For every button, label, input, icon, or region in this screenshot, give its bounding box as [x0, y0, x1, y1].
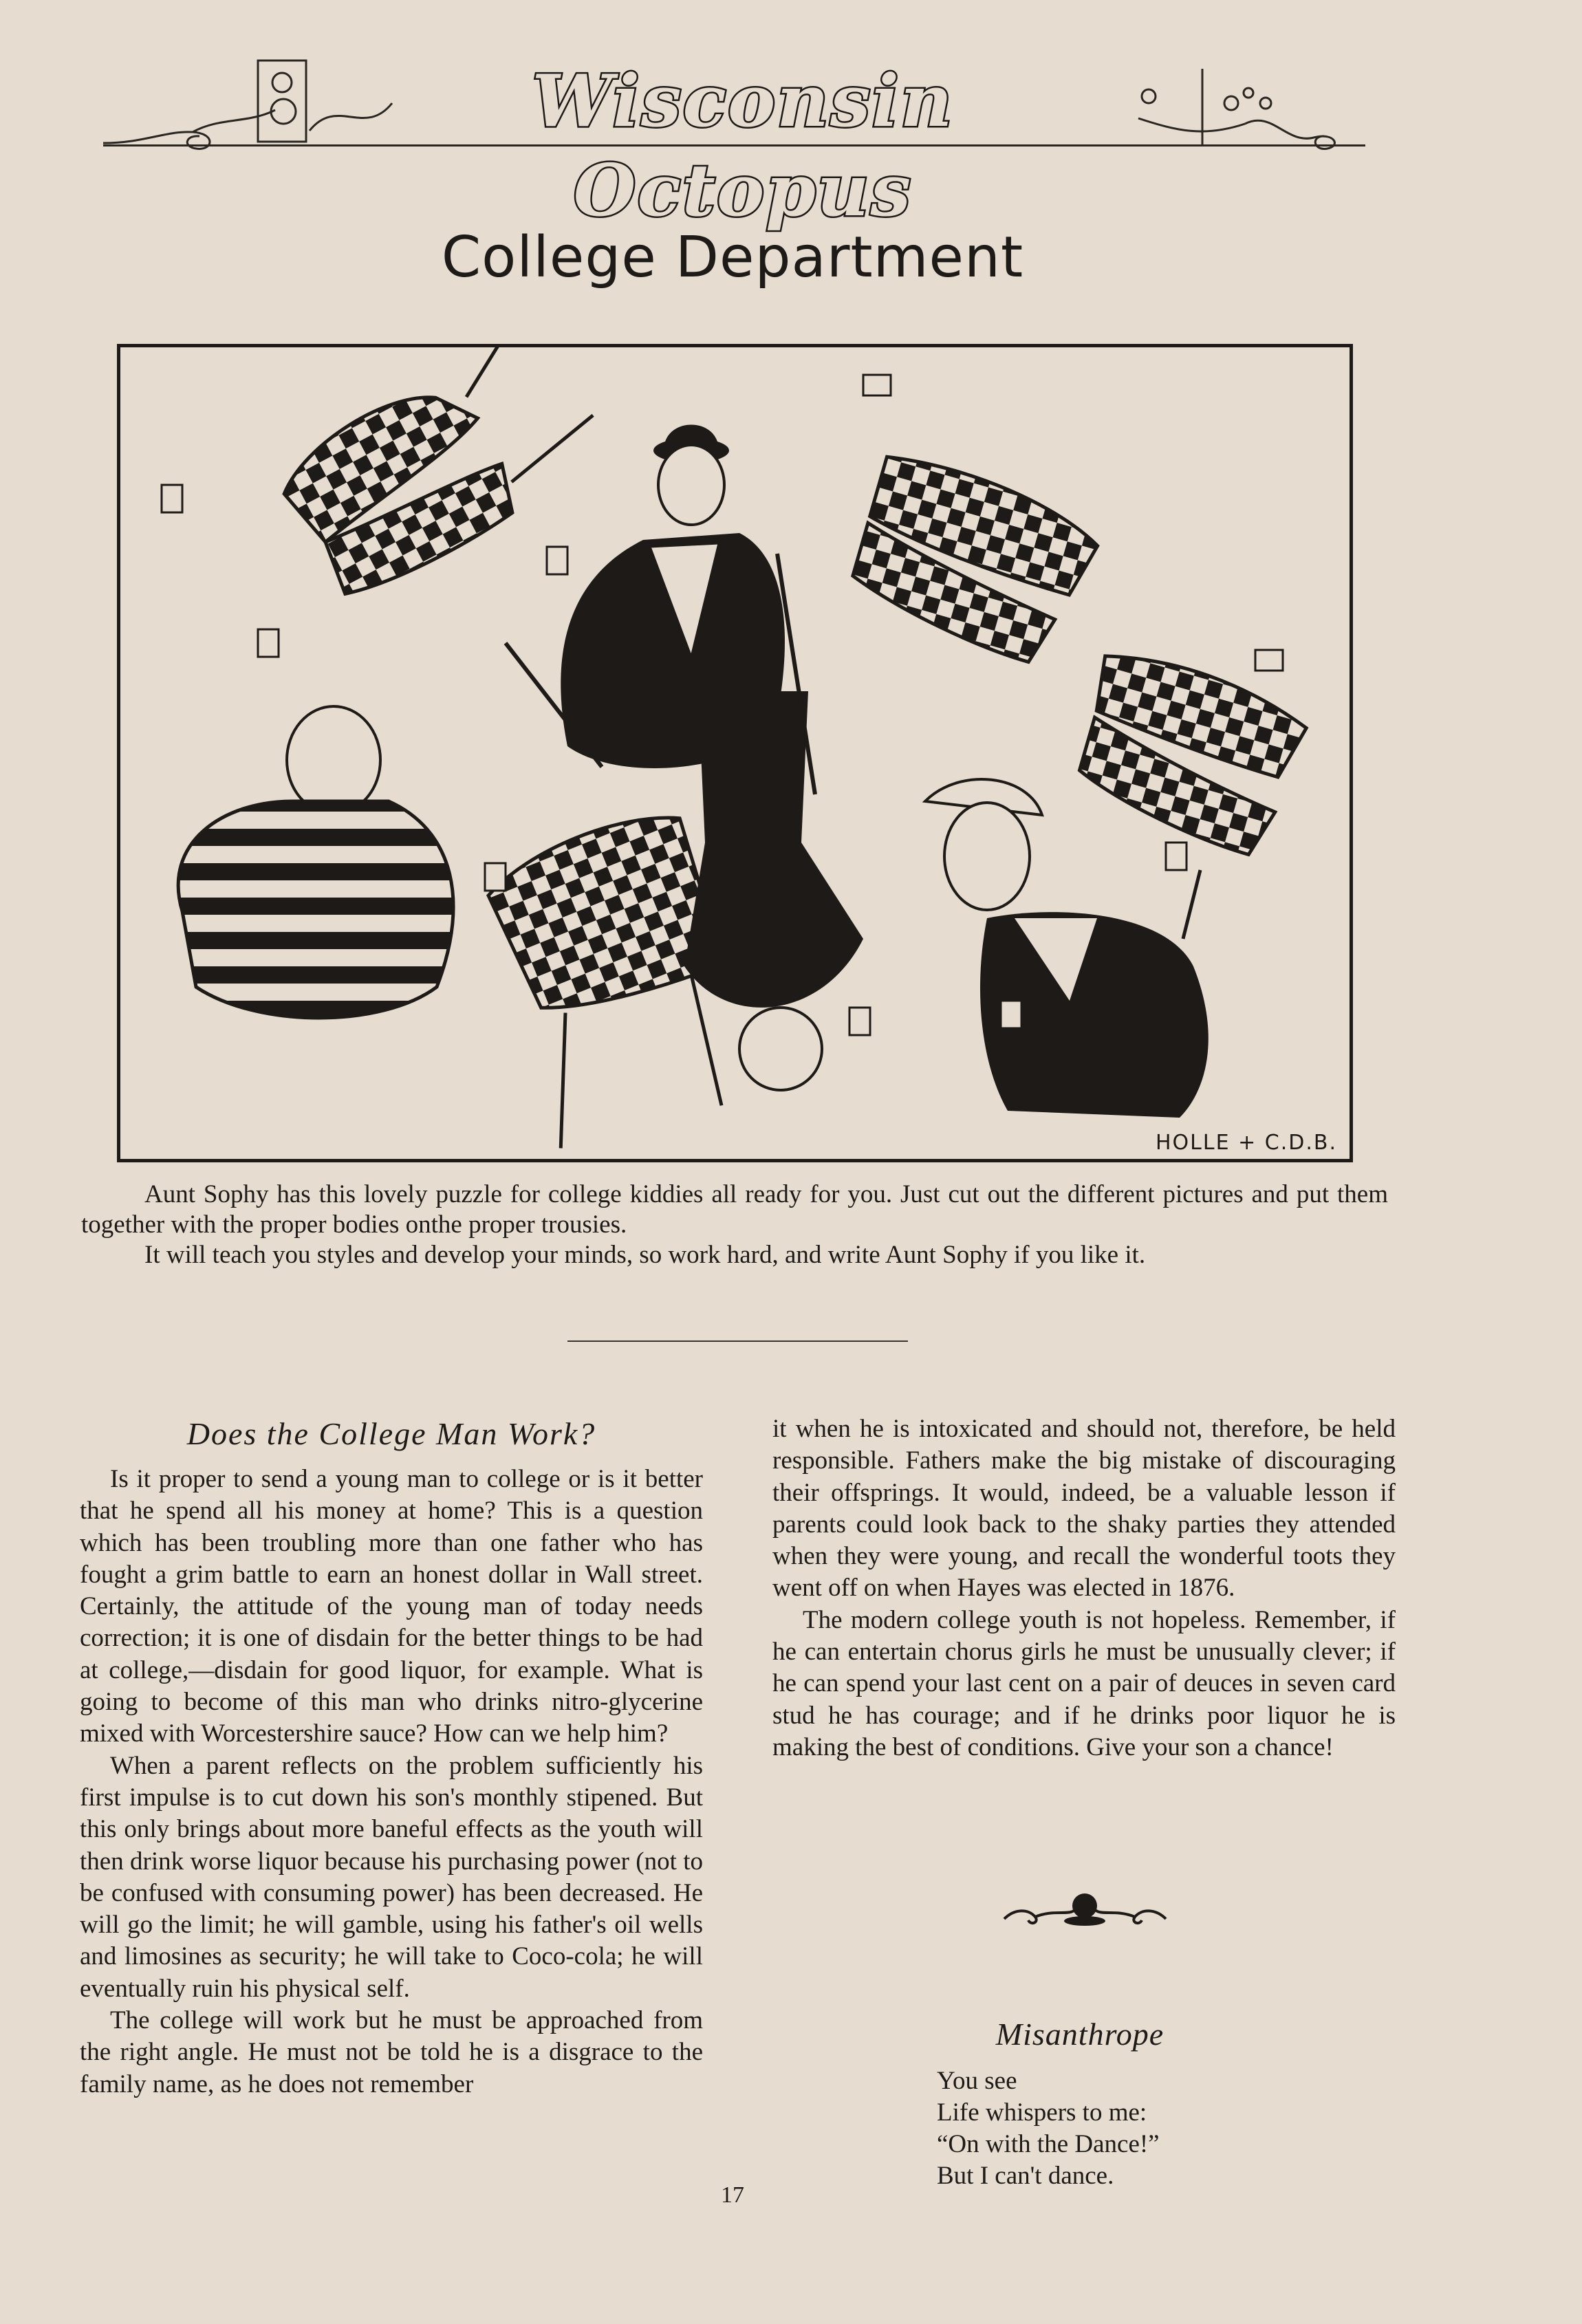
sailor	[925, 779, 1209, 1118]
illustration-caption-continued: It will teach you styles and develop your minds, so work hard, and write Aunt Sophy if you like it.	[144, 1241, 1146, 1269]
decorative-ornament	[1001, 1888, 1169, 1929]
article-title: Does the College Man Work?	[186, 1416, 596, 1451]
article-column-right	[772, 1413, 1396, 1763]
illustration-caption: Aunt Sophy has this lovely puzzle for college kiddies all ready for you. Just cut out the different pictures and put them together with the proper bodies onthe proper trousies.	[81, 1180, 1388, 1239]
article-column-left	[80, 1464, 703, 2100]
article-paragraph: The modern college youth is not hopeless. Remember, if he can entertain chorus girls he must be unusually clever; if he can spend your last cent on a pair of deuces in seven card stud he has courage; and if he drinks poor liquor he is making the best of conditions. Give your son a chance!	[772, 1605, 1396, 1761]
checked-trousers-top-right	[843, 452, 1107, 672]
cutout-figures-drawing	[120, 347, 1350, 1159]
striped-convict	[178, 706, 453, 1018]
poem-body	[937, 2065, 1418, 2192]
poem-title: Misanthrope	[995, 2017, 1164, 2052]
section-title: College Department	[441, 225, 1024, 290]
article-paragraph: When a parent reflects on the problem sufficiently his first impulse is to cut down his son's monthly stipened. But this only brings about more baneful effects as the youth will then drink worse liquor because his purchasing power (not to be confused with consuming power) has been decreased. He will go the limit; he will gamble, using his father's oil wells and limosines as security; he will take to Coco-cola; he will eventually ruin his physical self.	[80, 1751, 703, 2003]
poem-line: But I can't dance.	[937, 2162, 1114, 2190]
article-paragraph: The college will work but he must be approached from the right angle. He must not be told he is a disgrace to the family name, as he does not remember	[80, 2006, 703, 2098]
article-paragraph: it when he is intoxicated and should not, therefore, be held responsible. Fathers make the big mistake of discouraging their offsprings. It would, indeed, be a valuable lesson if parents could look back to the shaky parties they attended when they were young, and recall the wonderful toots they went off on when Hayes was elected in 1876.	[772, 1415, 1396, 1603]
masthead-title: Wisconsin Octopus	[532, 58, 954, 232]
poem-line: “On with the Dance!”	[937, 2130, 1160, 2158]
section-divider	[567, 1340, 908, 1342]
puzzle-illustration	[117, 344, 1353, 1162]
page-number: 17	[721, 2182, 744, 2208]
poem-line: You see	[937, 2067, 1017, 2095]
poem-line: Life whispers to me:	[937, 2098, 1147, 2127]
artist-signature: HOLLE + C.D.B.	[1155, 1131, 1337, 1155]
article-paragraph: Is it proper to send a young man to college or is it better that he spend all his money at home? This is a question which has been troubling more than one father who has fought a grim battle to earn an honest dollar in Wall street. Certainly, the attitude of the young man of today needs correction; it is one of disdain for the better things to be had at college,—disdain for good liquor, for example. What is going to become of this man who drinks nitro-glycerine mixed with Worcestershire sauce? How can we help him?	[80, 1465, 703, 1748]
